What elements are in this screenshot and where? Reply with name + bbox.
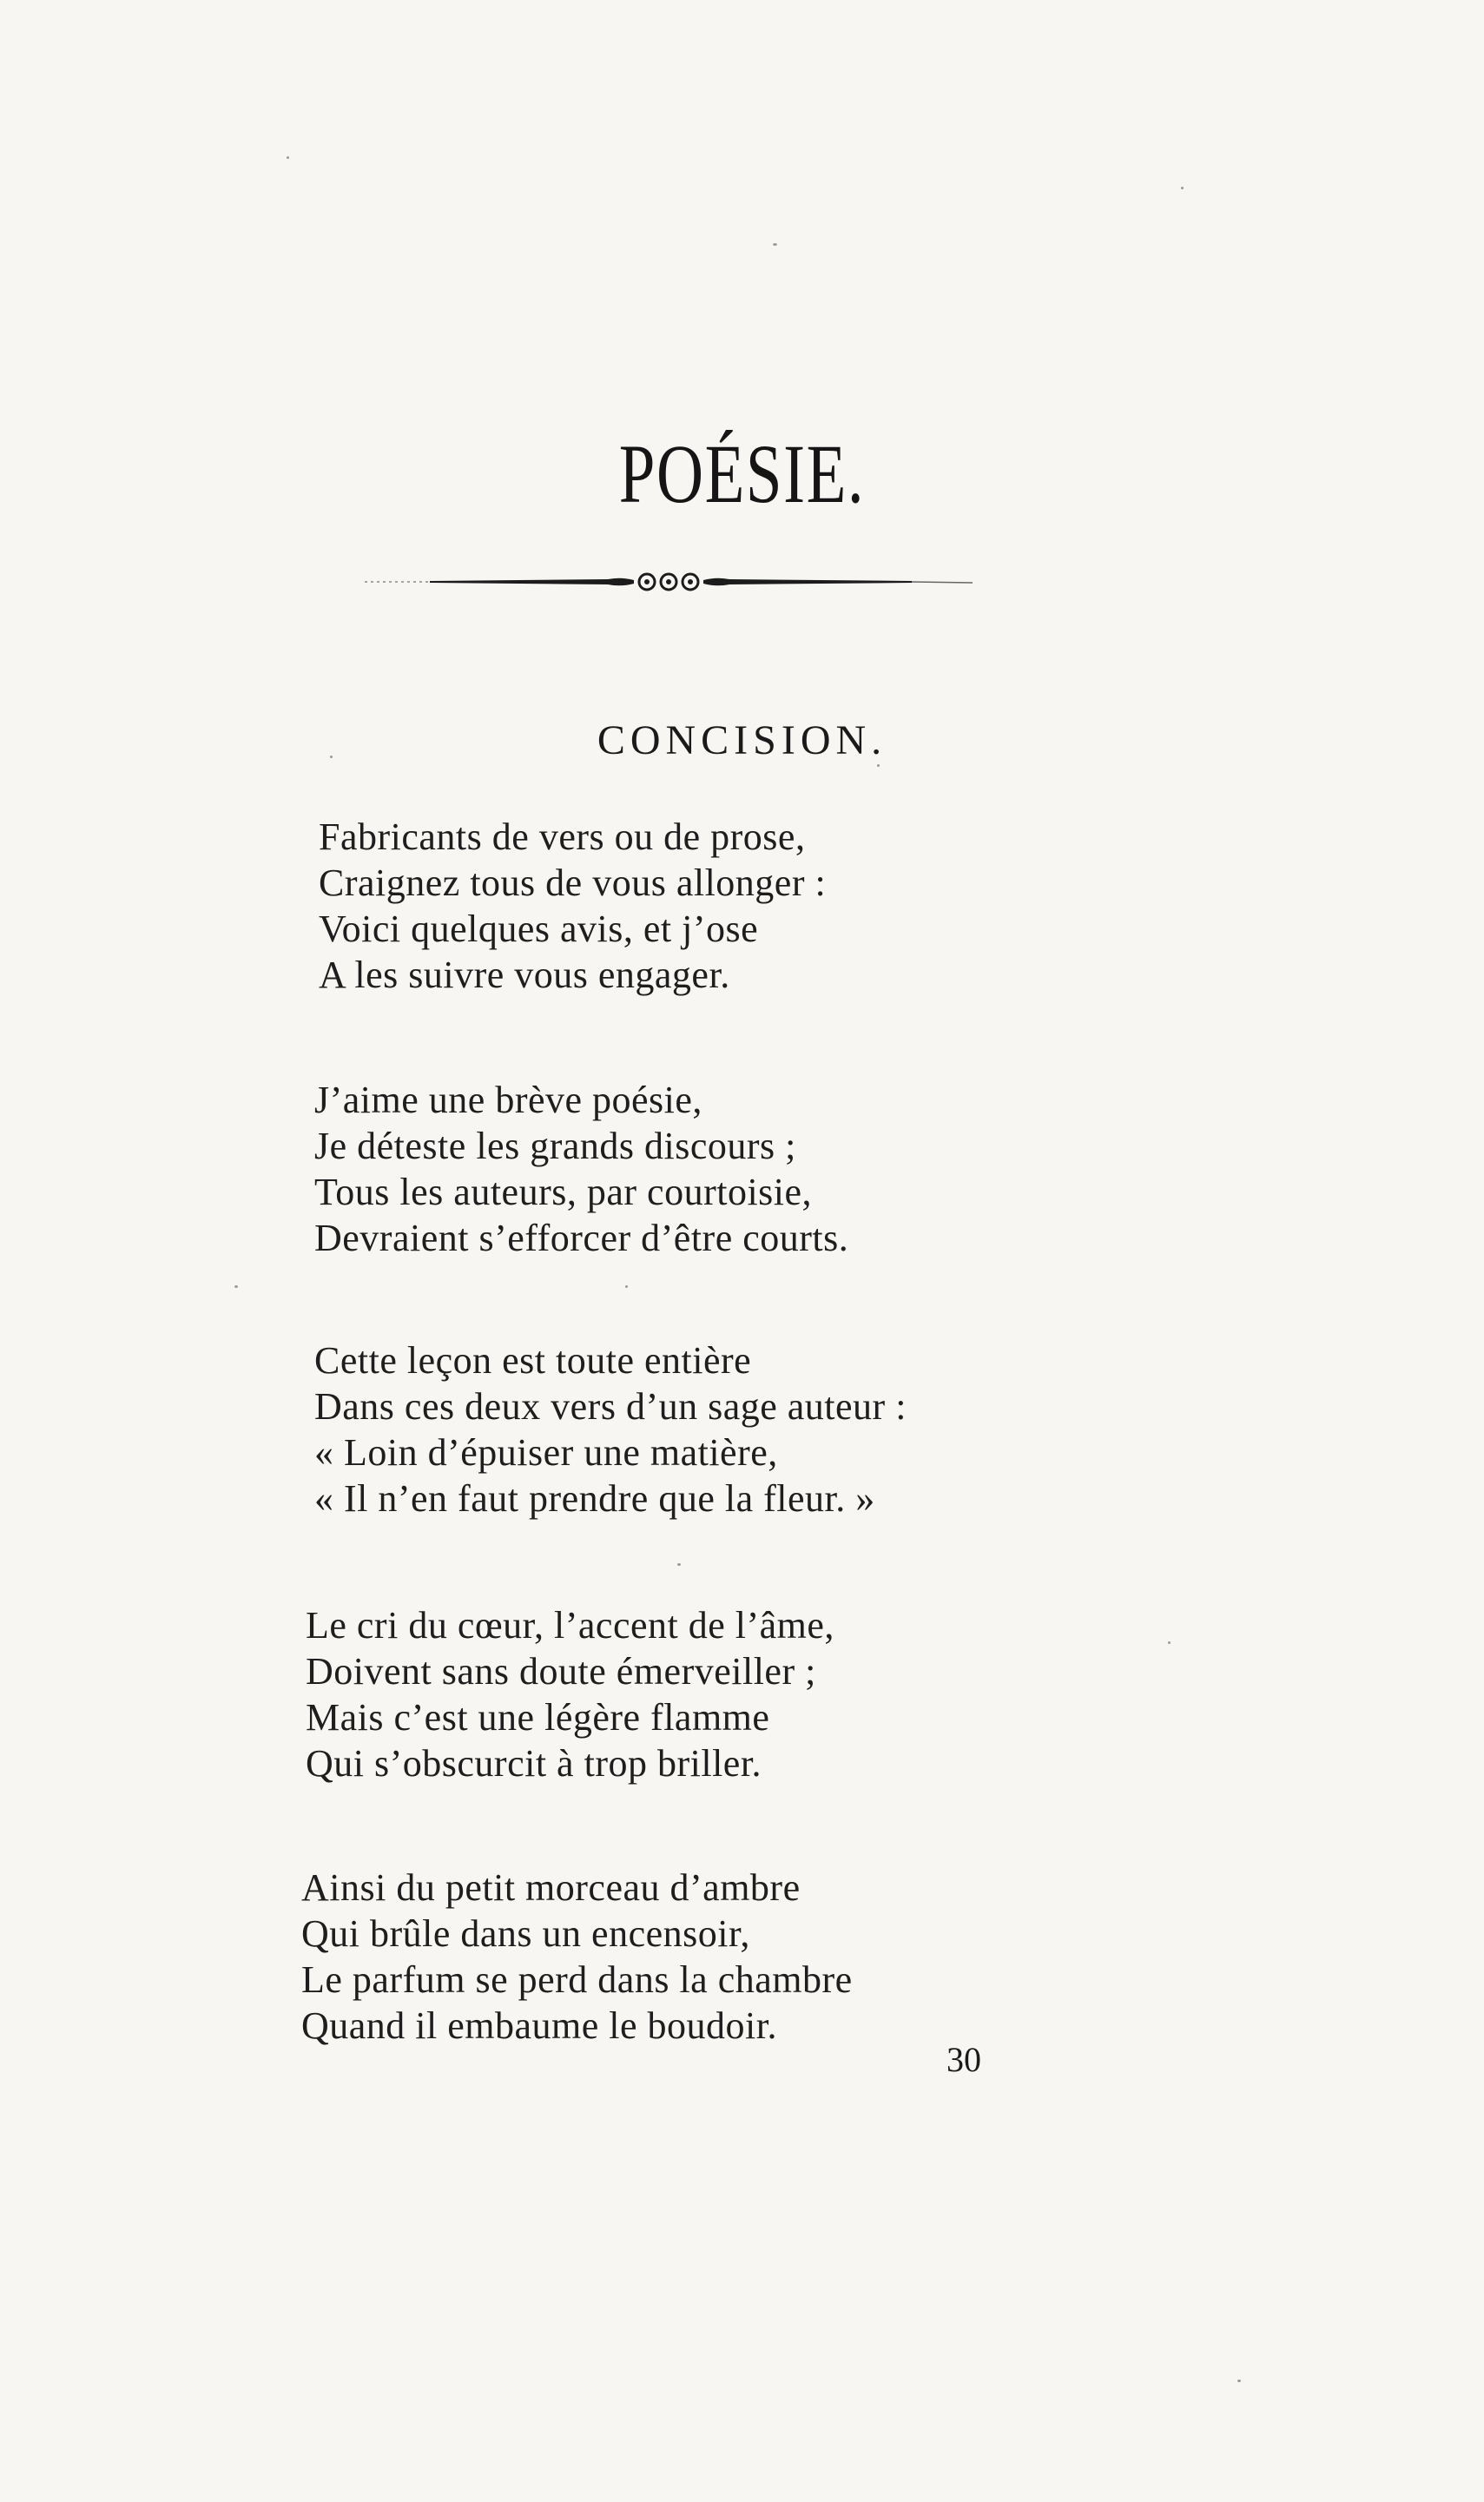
verse-line: Doivent sans doute émerveiller ; — [306, 1650, 816, 1693]
verse-line: A les suivre vous engager. — [319, 954, 730, 996]
verse-line: Devraient s’efforcer d’être courts. — [314, 1217, 849, 1259]
paper-speck — [234, 1285, 238, 1288]
verse-line: Cette leçon est toute entière — [314, 1339, 752, 1382]
paper-speck — [1237, 2380, 1241, 2382]
paper-speck — [330, 756, 333, 758]
paper-speck — [877, 764, 880, 767]
page-number: 30 — [946, 2040, 981, 2079]
verse-line: Je déteste les grands discours ; — [314, 1125, 796, 1167]
verse-line: « Loin d’épuiser une matière, — [314, 1431, 778, 1474]
verse-line: Ainsi du petit morceau d’ambre — [301, 1866, 801, 1909]
verse-line: Le parfum se perd dans la chambre — [301, 1958, 853, 2001]
paper-speck — [773, 243, 777, 246]
verse-line: Craignez tous de vous allonger : — [319, 862, 827, 904]
verse-line: Qui brûle dans un encensoir, — [301, 1912, 750, 1955]
verse-line: Le cri du cœur, l’accent de l’âme, — [306, 1604, 834, 1647]
verse-line: Mais c’est une légère flamme — [306, 1696, 770, 1739]
verse-line: J’aime une brève poésie, — [314, 1079, 702, 1121]
verse-line: Dans ces deux vers d’un sage auteur : — [314, 1385, 907, 1428]
paper-speck — [287, 156, 289, 159]
stanza-5 — [301, 1865, 853, 2049]
stanza-3 — [314, 1337, 907, 1522]
ornament-rule-icon — [347, 564, 990, 599]
verse-line: Quand il embaume le boudoir. — [301, 2004, 777, 2047]
verse-line: Qui s’obscurcit à trop briller. — [306, 1742, 762, 1785]
verse-line: « Il n’en faut prendre que la fleur. » — [314, 1477, 875, 1520]
section-title: POÉSIE. — [618, 427, 866, 520]
paper-speck — [625, 1285, 628, 1288]
paper-speck — [1168, 1641, 1171, 1644]
poem-title: CONCISION. — [597, 717, 887, 763]
stanza-2 — [314, 1077, 848, 1261]
paper-speck — [1181, 187, 1184, 189]
verse-line: Voici quelques avis, et j’ose — [319, 908, 759, 950]
verse-line: Tous les auteurs, par courtoisie, — [314, 1171, 813, 1213]
stanza-4 — [306, 1602, 834, 1786]
paper-speck — [677, 1563, 681, 1566]
stanza-1 — [319, 814, 826, 998]
verse-line: Fabricants de vers ou de prose, — [319, 815, 806, 858]
